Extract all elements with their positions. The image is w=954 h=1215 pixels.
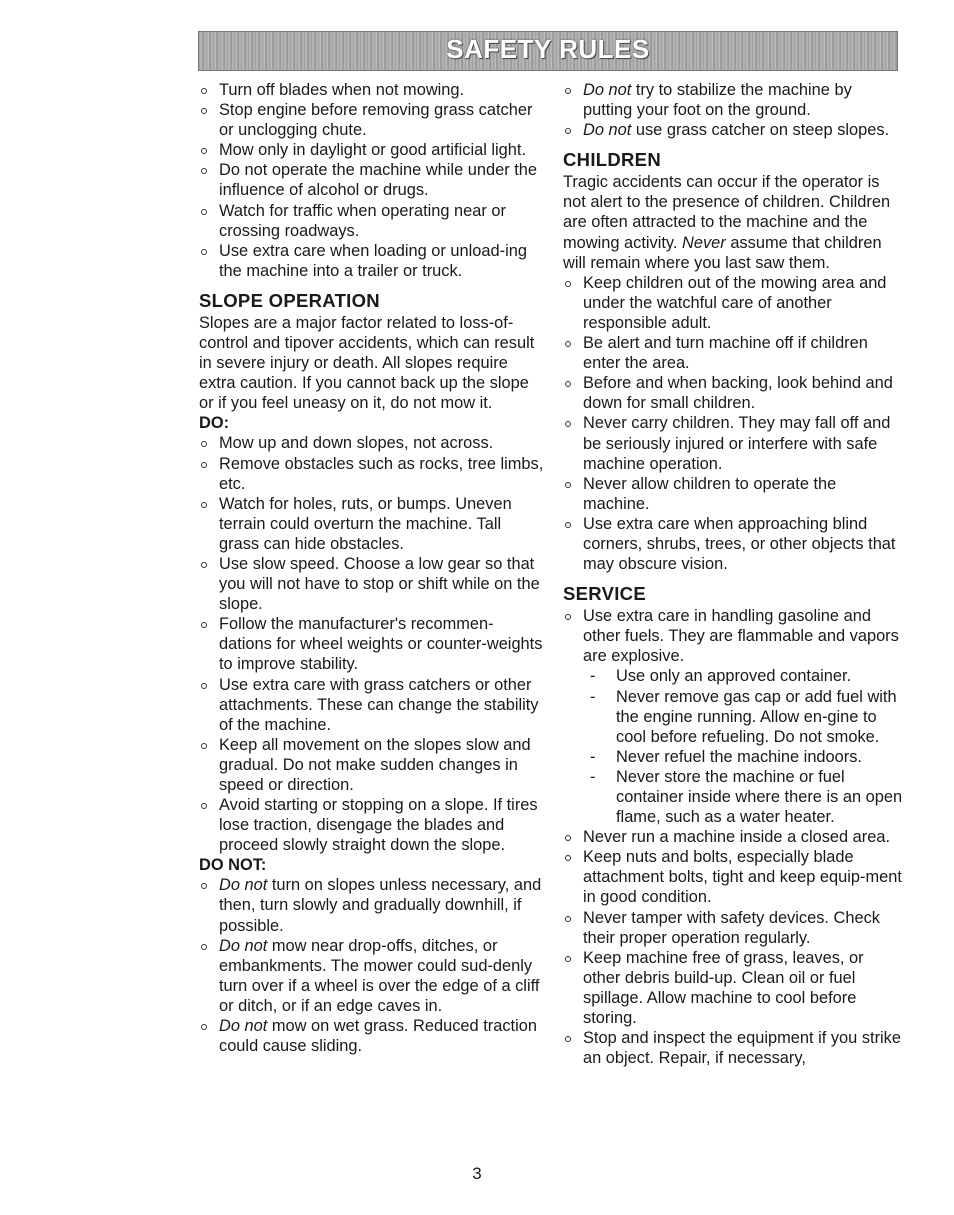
list-item: Use extra care when approaching blind corners, shrubs, trees, or other objects that may obscure vision. — [563, 514, 905, 574]
list-item: Keep all movement on the slopes slow and gradual. Do not make sudden changes in speed or direction. — [199, 735, 544, 795]
emphasis: Do not — [219, 876, 268, 895]
list-item: Watch for traffic when operating near or crossing roadways. — [199, 201, 544, 241]
list-item — [199, 936, 544, 1016]
slope-paragraph: Slopes are a major factor related to loss-of-control and tipover accidents, which can result in severe injury or death. All slopes require extra caution. If you cannot back up the slope or if you feel uneasy on it, do not mow it. — [199, 313, 535, 413]
list-item-text: Use extra care in handling gasoline and other fuels. They are flammable and vapors are explosive. — [583, 607, 899, 666]
list-item: Mow only in daylight or good artificial light. — [199, 140, 544, 160]
list-item — [199, 1016, 544, 1056]
list-item: Keep machine free of grass, leaves, or other debris build-up. Clean oil or fuel spillage. Allow machine to cool before storing. — [563, 948, 905, 1028]
list-item: Never run a machine inside a closed area. — [563, 827, 905, 847]
list-item — [563, 80, 905, 120]
list-item: Stop engine before removing grass catcher or unclogging chute. — [199, 100, 544, 140]
list-item: Do not operate the machine while under the influence of alcohol or drugs. — [199, 160, 544, 200]
page-title: SAFETY RULES — [446, 34, 650, 64]
emphasis: Do not — [219, 936, 268, 955]
children-heading: CHILDREN — [563, 149, 661, 171]
do-not-continued-list — [563, 80, 905, 140]
intro-list — [199, 80, 544, 281]
list-item-text: mow on wet grass. Reduced traction could cause sliding. — [219, 1017, 537, 1056]
children-paragraph — [563, 172, 905, 272]
list-item: Mow up and down slopes, not across. — [199, 433, 544, 453]
fuel-sublist — [563, 666, 905, 827]
list-item: Never allow children to operate the machine. — [563, 474, 905, 514]
list-item: Use extra care with grass catchers or other attachments. These can change the stability of the machine. — [199, 675, 544, 735]
list-item: Never tamper with safety devices. Check their proper operation regularly. — [563, 908, 905, 948]
sublist-item: - Never store the machine or fuel container inside where there is an open flame, such as a water heater. — [563, 767, 905, 827]
emphasis: Do not — [583, 81, 632, 99]
list-item-text: mow near drop-offs, ditches, or embankments. The mower could sud-denly turn over if a wheel is over the edge of a cliff or ditch, or if an edge caves in. — [219, 936, 540, 1015]
do-list — [199, 433, 544, 855]
list-item: Before and when backing, look behind and down for small children. — [563, 373, 905, 413]
sublist-item: - Use only an approved container. — [563, 666, 905, 686]
list-item-text: try to stabilize the machine by putting your foot on the ground. — [583, 81, 852, 120]
service-heading: SERVICE — [563, 583, 646, 605]
list-item — [563, 606, 905, 827]
list-item — [199, 875, 544, 935]
emphasis: Never — [682, 233, 726, 252]
list-item: Turn off blades when not mowing. — [199, 80, 544, 100]
left-column — [199, 80, 544, 1056]
service-list — [563, 606, 905, 1068]
list-item: Remove obstacles such as rocks, tree limbs, etc. — [199, 454, 544, 494]
page-number: 3 — [472, 1164, 482, 1183]
list-item: Stop and inspect the equipment if you strike an object. Repair, if necessary, — [563, 1028, 905, 1068]
safety-rules-banner — [198, 31, 898, 71]
list-item-text: use grass catcher on steep slopes. — [631, 121, 890, 140]
list-item-text: turn on slopes unless necessary, and then, turn slowly and gradually downhill, if possible. — [219, 876, 542, 935]
children-paragraph-end: assume that children will remain where you last saw them. — [563, 233, 882, 272]
emphasis: Do not — [583, 121, 632, 140]
do-heading: DO: — [199, 414, 230, 433]
sublist-item: - Never refuel the machine indoors. — [563, 747, 905, 767]
list-item: Avoid starting or stopping on a slope. If tires lose traction, disengage the blades and proceed slowly straight down the slope. — [199, 795, 544, 855]
list-item: Never carry children. They may fall off and be seriously injured or interfere with safe machine operation. — [563, 413, 905, 473]
slope-operation-heading: SLOPE OPERATION — [199, 289, 380, 311]
right-column — [563, 80, 905, 1068]
sublist-item: - Never remove gas cap or add fuel with the engine running. Allow en-gine to cool before refueling. Do not smoke. — [563, 687, 905, 747]
list-item: Use extra care when loading or unload-ing the machine into a trailer or truck. — [199, 241, 544, 281]
emphasis: Do not — [219, 1017, 268, 1036]
list-item: Keep children out of the mowing area and under the watchful care of another responsible adult. — [563, 273, 905, 333]
children-list — [563, 273, 905, 574]
list-item: Keep nuts and bolts, especially blade attachment bolts, tight and keep equip-ment in good condition. — [563, 847, 905, 907]
list-item: Watch for holes, ruts, or bumps. Uneven terrain could overturn the machine. Tall grass can hide obstacles. — [199, 494, 544, 554]
do-not-list — [199, 875, 544, 1056]
list-item: Be alert and turn machine off if children enter the area. — [563, 333, 905, 373]
list-item: Use slow speed. Choose a low gear so that you will not have to stop or shift while on the slope. — [199, 554, 544, 614]
list-item: Follow the manufacturer's recommen-dations for wheel weights or counter-weights to improve stability. — [199, 614, 544, 674]
list-item — [563, 120, 905, 140]
do-not-heading: DO NOT: — [199, 856, 267, 875]
children-paragraph-text: Tragic accidents can occur if the operator is not alert to the presence of children. Children are often attracted to the machine and the mowing activity. — [563, 173, 891, 252]
